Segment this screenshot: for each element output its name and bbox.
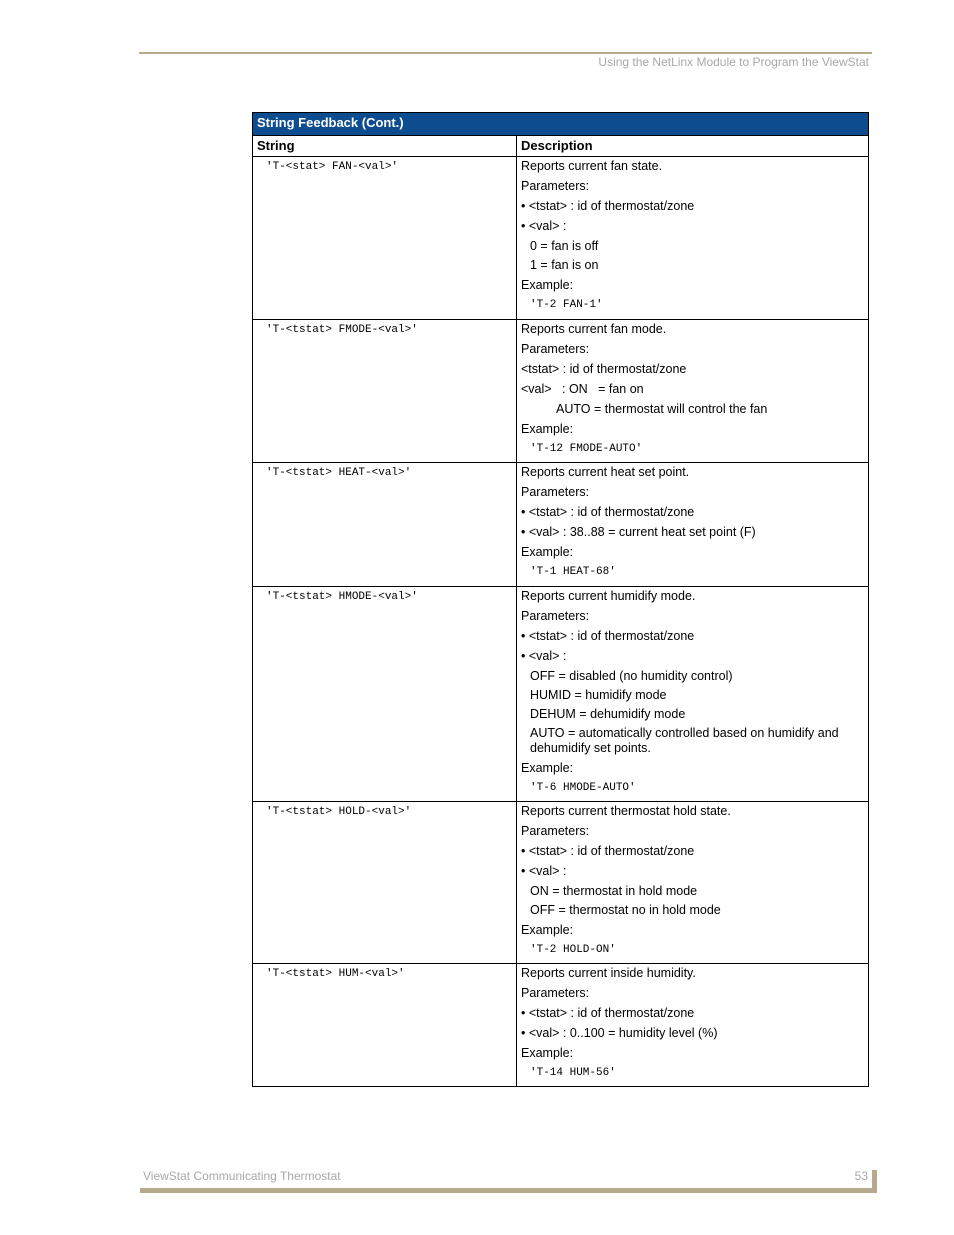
- table-row: [253, 802, 869, 964]
- summary: Reports current heat set point.: [521, 465, 690, 479]
- parameters-label: Parameters:: [521, 986, 590, 1000]
- running-footer: ViewStat Communicating Thermostat: [143, 1169, 341, 1183]
- summary: Reports current thermostat hold state.: [521, 804, 731, 818]
- param-item: • <tstat> : id of thermostat/zone: [521, 1006, 864, 1021]
- description-cell: [517, 320, 869, 463]
- parameters-label: Parameters:: [521, 342, 590, 356]
- value-item: AUTO = automatically controlled based on humidify and dehumidify set points.: [530, 726, 839, 755]
- param-item: <tstat> : id of thermostat/zone: [521, 362, 687, 376]
- value-item: DEHUM = dehumidify mode: [530, 707, 686, 721]
- table-row: [253, 463, 869, 587]
- parameters-label: Parameters:: [521, 485, 590, 499]
- parameters-label: Parameters:: [521, 609, 590, 623]
- parameters-label: Parameters:: [521, 824, 590, 838]
- string-cell: 'T-<tstat> FMODE-<val>': [253, 320, 517, 463]
- description-cell: [517, 802, 869, 964]
- summary: Reports current inside humidity.: [521, 966, 696, 980]
- param-item: • <tstat> : id of thermostat/zone: [521, 629, 864, 644]
- running-header: Using the NetLinx Module to Program the ViewStat: [598, 55, 869, 69]
- string-cell: 'T-<tstat> HMODE-<val>': [253, 587, 517, 802]
- string-feedback-table: [252, 112, 869, 1087]
- string-cell: 'T-<tstat> HUM-<val>': [253, 964, 517, 1087]
- example-label: Example:: [521, 1046, 574, 1060]
- string-cell: 'T-<tstat> HEAT-<val>': [253, 463, 517, 587]
- param-item: • <tstat> : id of thermostat/zone: [521, 199, 864, 214]
- string-cell: 'T-<stat> FAN-<val>': [253, 157, 517, 320]
- column-header-string: String: [253, 136, 517, 157]
- example-label: Example:: [521, 278, 574, 292]
- table-row: [253, 157, 869, 320]
- summary: Reports current fan mode.: [521, 322, 667, 336]
- example-code: 'T-1 HEAT-68': [530, 566, 616, 578]
- example-label: Example:: [521, 422, 574, 436]
- value-item: AUTO = thermostat will control the fan: [556, 402, 768, 416]
- param-item: • <val> :: [521, 219, 864, 234]
- table-row: [253, 587, 869, 802]
- footer-rule: [140, 1188, 877, 1193]
- parameters-label: Parameters:: [521, 179, 590, 193]
- example-label: Example:: [521, 761, 574, 775]
- param-item: • <val> :: [521, 864, 864, 879]
- value-item: HUMID = humidify mode: [530, 688, 667, 702]
- page-number: 53: [854, 1169, 868, 1183]
- table-title: String Feedback (Cont.): [253, 113, 869, 136]
- value-item: 0 = fan is off: [530, 239, 599, 253]
- summary: Reports current fan state.: [521, 159, 663, 173]
- string-cell: 'T-<tstat> HOLD-<val>': [253, 802, 517, 964]
- param-item: <val> : ON = fan on: [521, 382, 644, 396]
- param-item: • <val> : 38..88 = current heat set point (F): [521, 525, 864, 540]
- column-header-description: Description: [517, 136, 869, 157]
- example-code: 'T-2 HOLD-ON': [530, 944, 616, 956]
- value-item: 1 = fan is on: [530, 258, 599, 272]
- description-cell: [517, 157, 869, 320]
- table-row: [253, 964, 869, 1087]
- example-code: 'T-6 HMODE-AUTO': [530, 782, 636, 794]
- value-item: OFF = disabled (no humidity control): [530, 669, 733, 683]
- value-item: ON = thermostat in hold mode: [530, 884, 698, 898]
- example-code: 'T-14 HUM-56': [530, 1067, 616, 1079]
- param-item: • <tstat> : id of thermostat/zone: [521, 505, 864, 520]
- value-item: OFF = thermostat no in hold mode: [530, 903, 721, 917]
- example-code: 'T-2 FAN-1': [530, 299, 603, 311]
- example-label: Example:: [521, 923, 574, 937]
- description-cell: [517, 587, 869, 802]
- description-cell: [517, 463, 869, 587]
- param-item: • <val> : 0..100 = humidity level (%): [521, 1026, 864, 1041]
- param-item: • <tstat> : id of thermostat/zone: [521, 844, 864, 859]
- description-cell: [517, 964, 869, 1087]
- table-row: [253, 320, 869, 463]
- summary: Reports current humidify mode.: [521, 589, 696, 603]
- example-label: Example:: [521, 545, 574, 559]
- header-rule: [139, 52, 872, 54]
- param-item: • <val> :: [521, 649, 864, 664]
- example-code: 'T-12 FMODE-AUTO': [530, 443, 643, 455]
